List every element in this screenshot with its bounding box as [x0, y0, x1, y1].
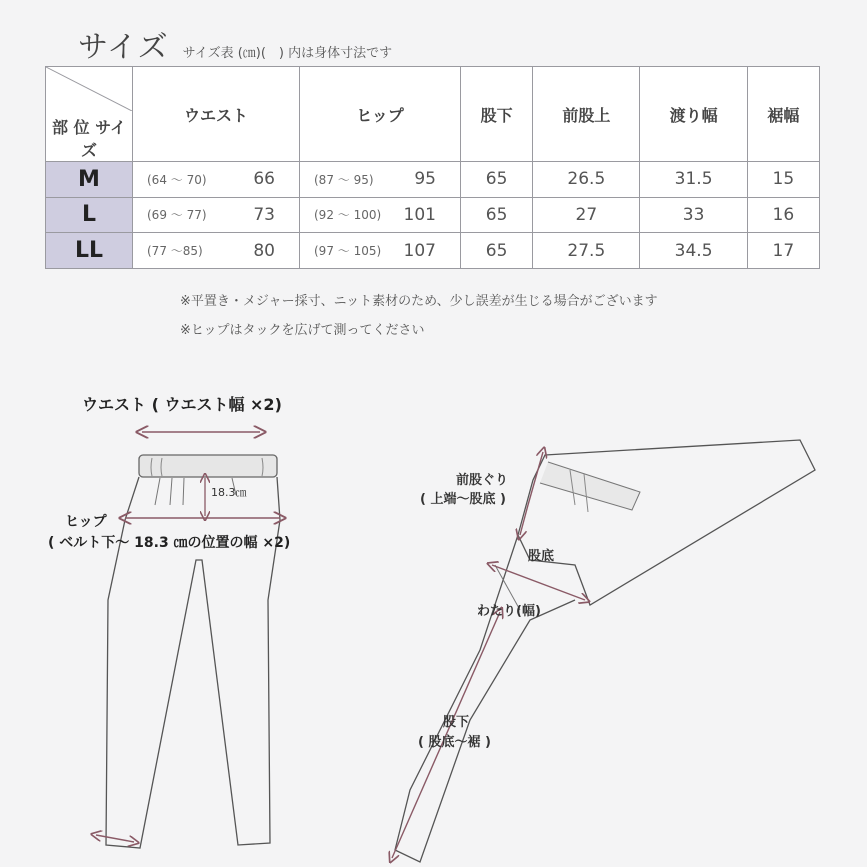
lower-leg-outline	[395, 535, 575, 862]
col-header-hem: 裾幅	[747, 67, 819, 162]
hip-height-label: 18.3㎝	[211, 486, 247, 499]
size-cell: LL	[46, 233, 133, 269]
hip-range: (92 ～ 100)	[314, 208, 382, 223]
corner-top-label: 部 位	[51, 118, 90, 137]
col-header-front-rise: 前股上	[533, 67, 640, 162]
hem-cell: 16	[747, 197, 819, 233]
inseam-label: 股下	[443, 715, 470, 730]
waist-range: (77 ～85)	[147, 244, 203, 259]
hip-value: 107	[403, 240, 436, 261]
hem-measure-arrow	[96, 835, 134, 842]
folded-leg-outline	[518, 440, 815, 605]
waist-range: (69 ～ 77)	[147, 208, 207, 223]
waist-value: 80	[253, 240, 275, 261]
inseam-cell: 65	[461, 197, 533, 233]
thigh-measure-arrow	[492, 565, 585, 600]
waist-value: 66	[253, 169, 275, 190]
size-cell: L	[46, 197, 133, 233]
waist-range: (64 ～ 70)	[147, 172, 207, 187]
inseam-cell: 65	[461, 162, 533, 198]
hip-range: (97 ～ 105)	[314, 244, 382, 259]
col-header-hip: ヒップ	[300, 67, 461, 162]
size-cell: M	[46, 162, 133, 198]
hip-label: ヒップ	[65, 514, 107, 530]
front-rise-cell: 27	[533, 197, 640, 233]
page-subtitle: サイズ表 (㎝)( ) 内は身体寸法です	[182, 46, 393, 61]
thigh-cell: 31.5	[640, 162, 747, 198]
hip-sub-label: ( ベルト下～ 18.3 ㎝の位置の幅 ×2)	[48, 535, 291, 551]
hip-range: (87 ～ 95)	[314, 172, 374, 187]
waist-label: ウエスト ( ウエスト幅 ×2)	[82, 395, 282, 414]
thigh-label: わたり(幅)	[477, 604, 541, 619]
waistband	[139, 455, 277, 477]
inseam-sub-label: ( 股底～裾 )	[418, 735, 491, 750]
front-rise-cell: 27.5	[533, 233, 640, 269]
front-rise-label: 前股ぐり	[456, 473, 509, 488]
inseam-cell: 65	[461, 233, 533, 269]
thigh-cell: 33	[640, 197, 747, 233]
hem-cell: 17	[747, 233, 819, 269]
front-rise-arrow	[520, 452, 543, 535]
col-header-waist: ウエスト	[133, 67, 300, 162]
note-line: ※平置き・メジャー採寸、ニット素材のため、少し誤差が生じる場合がございます	[180, 294, 658, 309]
crotch-label: 股底	[528, 549, 555, 564]
front-rise-cell: 26.5	[533, 162, 640, 198]
col-header-inseam: 股下	[461, 67, 533, 162]
thigh-cell: 34.5	[640, 233, 747, 269]
corner-bottom-label: サイズ	[80, 118, 127, 160]
page-title: サイズ	[78, 30, 169, 65]
hip-value: 95	[414, 169, 436, 190]
front-rise-sub-label: ( 上端～股底 )	[420, 492, 506, 507]
col-header-thigh: 渡り幅	[640, 67, 747, 162]
front-pants-illustration	[106, 455, 280, 848]
waist-value: 73	[253, 204, 275, 225]
hip-value: 101	[403, 204, 436, 225]
note-line: ※ヒップはタックを広げて測ってください	[180, 323, 425, 338]
hem-cell: 15	[747, 162, 819, 198]
